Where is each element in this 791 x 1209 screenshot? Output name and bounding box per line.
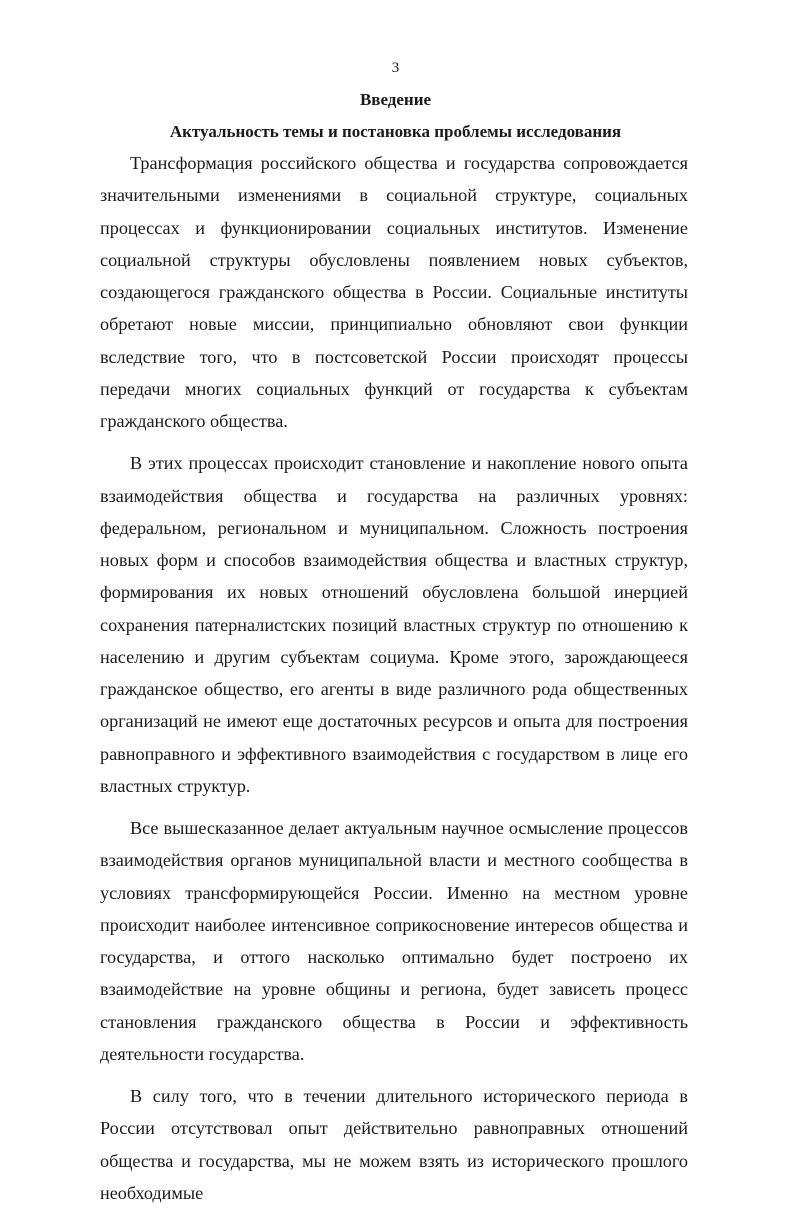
page-number: 3 (391, 60, 400, 76)
paragraph-2: В этих процессах происходит становление и накопление нового опыта взаимодействия общества и государства на различных уровнях: федеральном, региональном и муниципальном. Сложность построения новых форм и способов взаимодействия общества и властных структур, формирования их новых отношений обусловлена большой инерцией сохранения патерналистских позиций властных структур по отношению к населению и другим субъектам социума. Кроме этого, зарождающееся гражданское общество, его агенты в виде различного рода общественных организаций не имеют еще достаточных ресурсов и опыта для построения равноправного и эффективного взаимодействия с государством в лице его властных структур. (100, 453, 688, 796)
section-title: Введение (359, 90, 432, 109)
section-subtitle: Актуальность темы и постановка проблемы исследования (169, 122, 622, 141)
paragraph-1: Трансформация российского общества и государства сопровождается значительными изменениями в социальной структуре, социальных процессах и функционировании социальных институтов. Изменение социальной структуры обусловлены появлением новых субъектов, создающегося гражданского общества в России. Социальные институты обретают новые миссии, принципиально обновляют свои функции вследствие того, что в постсоветской России происходят процессы передачи многих социальных функций от государства к субъектам гражданского общества. (100, 153, 688, 431)
paragraph-4: В силу того, что в течении длительного исторического периода в России отсутствовал опыт действительно равноправных отношений общества и государства, мы не можем взять из исторического прошлого необходимые (100, 1086, 688, 1203)
body-text (100, 147, 688, 1209)
paragraph-3: Все вышесказанное делает актуальным научное осмысление процессов взаимодействия органов муниципальной власти и местного сообщества в условиях трансформирующейся России. Именно на местном уровне происходит наиболее интенсивное соприкосновение интересов общества и государства, и оттого насколько оптимально будет построено их взаимодействие на уровне общины и региона, будет зависеть процесс становления гражданского общества в России и эффективность деятельности государства. (100, 818, 688, 1064)
